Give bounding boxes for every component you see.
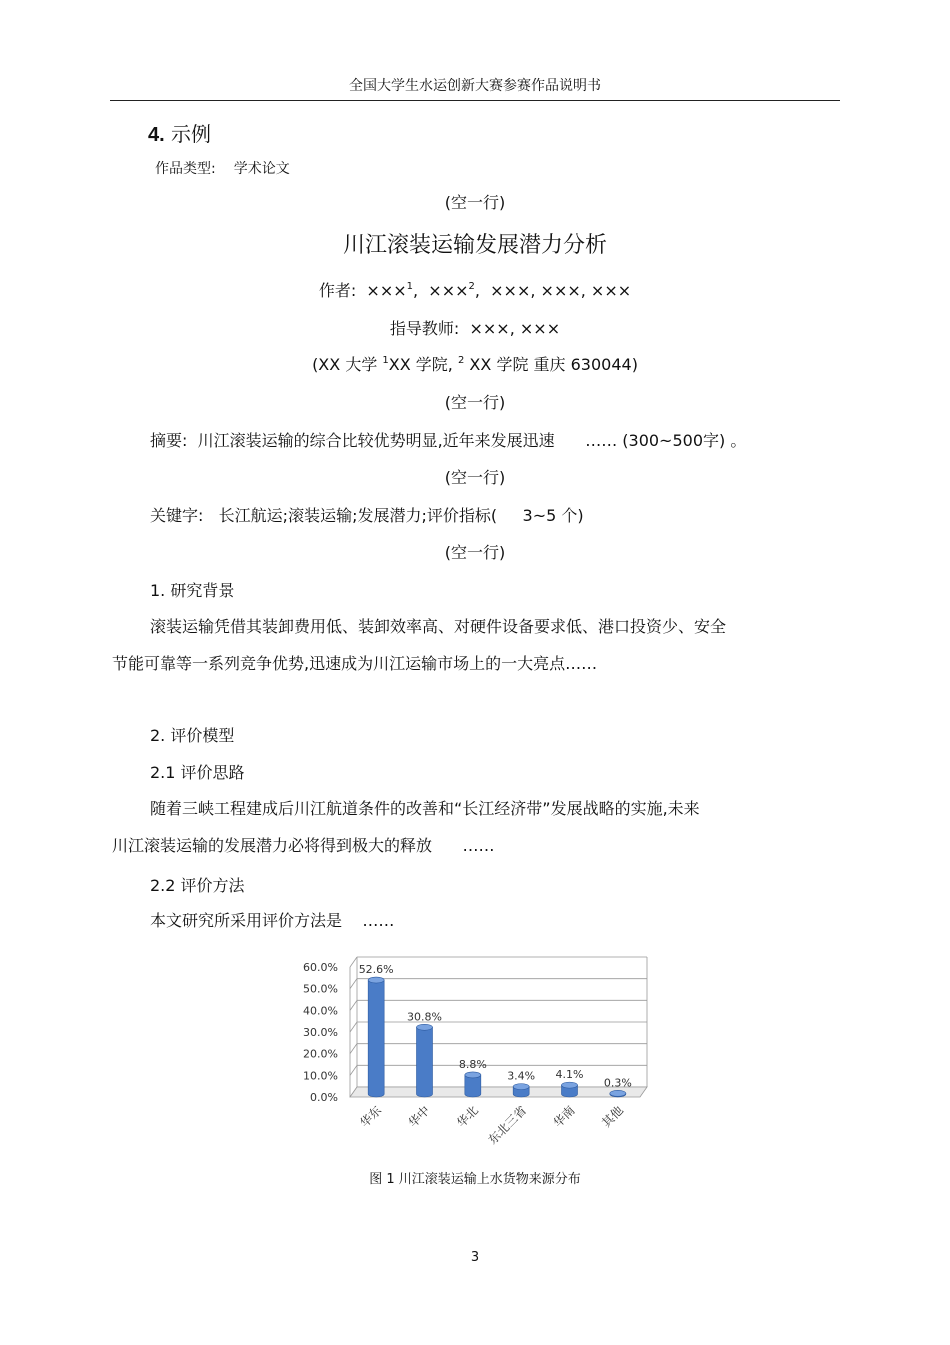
s22-line-1	[150, 908, 394, 931]
advisors-label: 指导教师:	[389, 319, 460, 338]
authors-label: 作者:	[318, 281, 357, 300]
s1-heading: 1. 研究背景	[150, 581, 235, 600]
s1-line-2: 节能可靠等一系列竞争优势,迅速成为川江运输市场上的一大亮点……	[112, 654, 598, 673]
grid-diag	[350, 1044, 357, 1054]
y-tick-label: 20.0%	[303, 1047, 338, 1061]
grid-diag	[350, 1065, 357, 1075]
data-label: 3.4%	[507, 1069, 536, 1083]
section-title: 示例	[171, 122, 212, 146]
grid-diag	[350, 1000, 357, 1010]
abstract-tail: …… (300~500字) 。	[585, 431, 747, 450]
affiliation-sup-2: 2	[457, 355, 465, 366]
s22-line-1-text: 本文研究所采用评价方法是	[150, 911, 343, 930]
bar-top	[513, 1084, 529, 1090]
work-type	[155, 158, 290, 178]
paper-title: 川江滚装运输发展潜力分析	[342, 233, 607, 258]
data-label: 30.8%	[407, 1010, 442, 1024]
bar-top	[610, 1090, 626, 1096]
affiliation-end: XX 学院 重庆 630044)	[464, 355, 638, 374]
s22-line-1-tail: ……	[362, 911, 395, 930]
advisors-names: ×××, ×××	[469, 319, 561, 338]
y-tick-label: 40.0%	[303, 1004, 338, 1018]
blank-line-2: (空一行)	[444, 393, 506, 412]
bar-top	[417, 1024, 433, 1030]
author-2-sup: 2	[468, 281, 475, 292]
keywords-text: 长江航运;滚装运输;发展潜力;评价指标(	[218, 506, 498, 525]
grid-diag	[350, 957, 357, 967]
bar-chart	[290, 950, 660, 1150]
s22-heading: 2.2 评价方法	[150, 876, 245, 895]
work-type-label: 作品类型:	[155, 161, 216, 177]
data-label: 8.8%	[458, 1057, 487, 1071]
header-rule	[110, 100, 840, 101]
abstract	[150, 428, 746, 451]
y-tick-label: 30.0%	[303, 1026, 338, 1039]
section-number: 4.	[148, 124, 165, 146]
x-tick-label: 华中	[405, 1103, 433, 1131]
affiliation-sup-1: 1	[382, 355, 389, 366]
chart-floor	[350, 1087, 647, 1097]
abstract-text: 川江滚装运输的综合比较优势明显,近年来发展迅速	[197, 431, 555, 450]
data-label: 4.1%	[555, 1068, 584, 1082]
data-label: 52.6%	[358, 963, 394, 977]
x-tick-label: 华南	[550, 1103, 578, 1131]
s21-line-2	[112, 833, 495, 856]
affiliation-mid: XX 学院,	[388, 355, 458, 374]
blank-line-1: (空一行)	[444, 193, 506, 212]
grid-diag	[350, 979, 357, 989]
author-1: ×××	[366, 281, 407, 300]
y-tick-label: 10.0%	[303, 1069, 338, 1083]
blank-line-3: (空一行)	[444, 468, 506, 487]
page-number: 3	[470, 1250, 480, 1265]
bar-top	[562, 1082, 578, 1088]
s1-line-1: 滚装运输凭借其装卸费用低、装卸效率高、对硬件设备要求低、港口投资少、安全	[150, 617, 727, 636]
s21-heading: 2.1 评价思路	[150, 763, 245, 782]
page-header-title: 全国大学生水运创新大赛参赛作品说明书	[349, 78, 601, 94]
author-2: ×××	[428, 281, 469, 300]
x-tick-label: 其他	[599, 1103, 626, 1131]
authors-line: 作者: ×××$^1$, ×××$^2$, ×××, ×××, ×××	[318, 281, 632, 300]
data-label: 0.3%	[603, 1076, 632, 1090]
bar	[368, 980, 384, 1097]
bar-top	[465, 1072, 481, 1078]
authors-rest: ×××, ×××, ×××	[490, 281, 632, 300]
y-tick-label: 50.0%	[303, 982, 338, 996]
keywords-label: 关键字:	[150, 506, 204, 525]
affiliation-line	[0, 352, 950, 375]
work-type-value: 学术论文	[233, 161, 290, 177]
bar	[417, 1027, 433, 1097]
x-tick-label: 华北	[454, 1103, 481, 1131]
s21-line-1: 随着三峡工程建成后川江航道条件的改善和“长江经济带”发展战略的实施,未来	[150, 799, 700, 818]
section-heading	[148, 118, 211, 147]
abstract-label: 摘要:	[150, 431, 188, 450]
x-tick-label: 东北三省	[485, 1103, 530, 1148]
advisors-line	[0, 316, 950, 339]
keywords	[150, 503, 584, 526]
keywords-tail: 3~5 个)	[522, 506, 584, 525]
bar-top	[368, 977, 384, 983]
y-tick-label: 60.0%	[303, 961, 338, 974]
figure-caption: 图 1 川江滚装运输上水货物来源分布	[369, 1172, 581, 1187]
x-tick-label: 华东	[357, 1103, 385, 1131]
affiliation-open: (XX 大学	[312, 355, 383, 374]
grid-diag	[350, 1022, 357, 1032]
s21-line-2-text: 川江滚装运输的发展潜力必将得到极大的释放	[112, 836, 433, 855]
bar	[465, 1075, 481, 1097]
author-1-sup: 1	[406, 281, 414, 292]
blank-line-4: (空一行)	[444, 543, 506, 562]
s2-heading: 2. 评价模型	[150, 726, 235, 745]
s21-line-2-tail: ……	[462, 836, 495, 855]
y-tick-label: 0.0%	[310, 1091, 338, 1104]
